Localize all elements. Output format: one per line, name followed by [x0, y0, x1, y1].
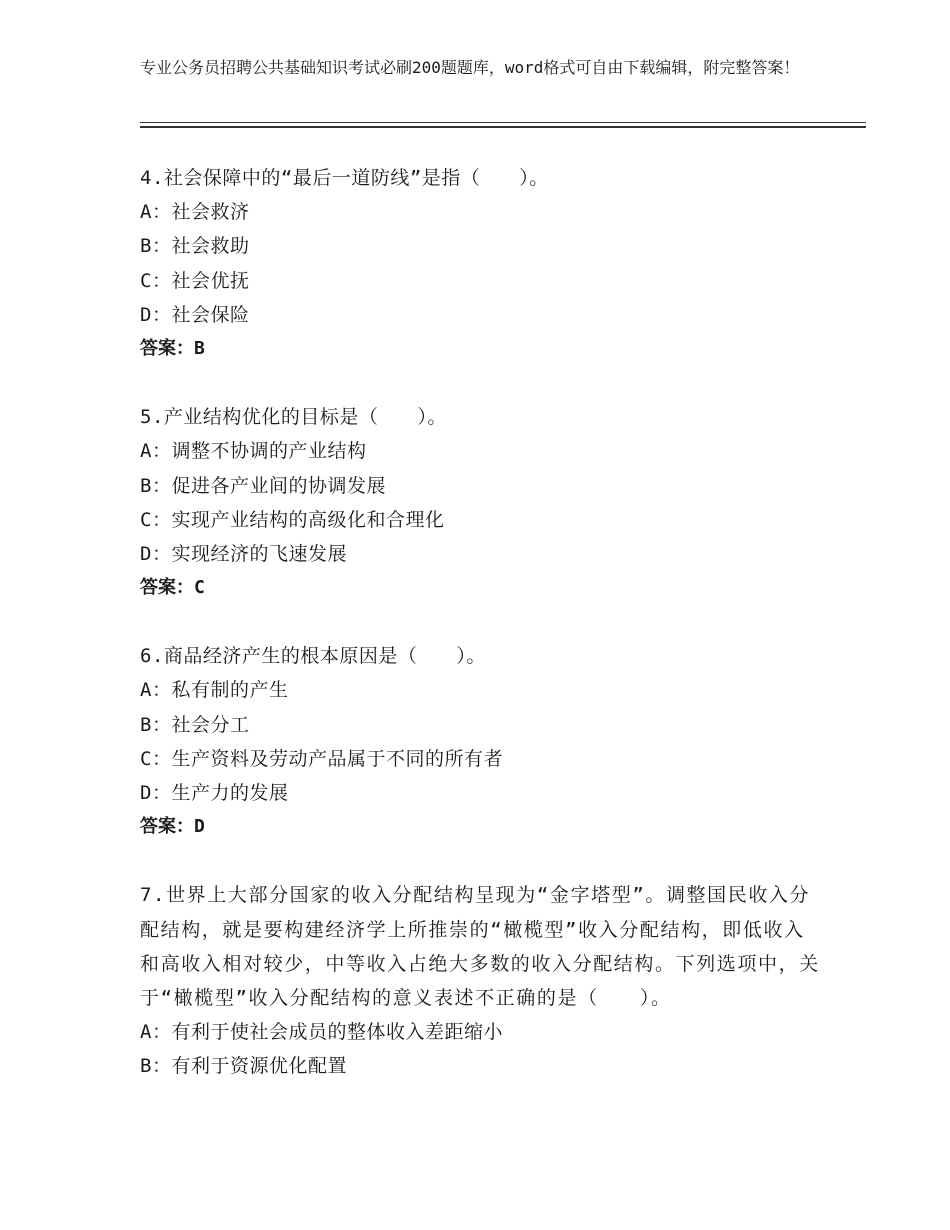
answer-value: C: [194, 577, 205, 599]
question-list: [140, 161, 820, 1118]
question-5: [140, 400, 820, 605]
header-text: 专业公务员招聘公共基础知识考试必刷200题题库，word格式可自由下载编辑，附完整答案！: [140, 58, 800, 77]
option-a: A：私有制的产生: [140, 679, 289, 702]
answer-label: 答案：: [140, 816, 194, 838]
option-d: D：生产力的发展: [140, 782, 289, 804]
option-d: D：社会保险: [140, 303, 250, 326]
header-divider-thick: [140, 126, 866, 128]
option-d: D：实现经济的飞速发展: [140, 542, 347, 565]
option-b: B：有利于资源优化配置: [140, 1055, 347, 1078]
header-divider-thin: [140, 122, 866, 123]
option-a: A：有利于使社会成员的整体收入差距缩小: [140, 1021, 503, 1044]
question-stem: 4.社会保障中的“最后一道防线”是指（ ）。: [140, 167, 549, 189]
answer-value: B: [194, 337, 205, 359]
option-c: C：生产资料及劳动产品属于不同的所有者: [140, 747, 503, 770]
option-a: A：社会救济: [140, 201, 250, 224]
answer-label: 答案：: [140, 577, 194, 599]
answer-line: [140, 810, 820, 844]
question-stem: 7.世界上大部分国家的收入分配结构呈现为“金字塔型”。调整国民收入分配结构，就是要构建经济学上所推崇的“橄榄型”收入分配结构，即低收入和高收入相对较少，中等收入占绝大多数的收入分配结构。下列选项中，关于“橄榄型”收入分配结构的意义表述不正确的是（ ）。: [140, 884, 820, 1009]
answer-line: [140, 571, 820, 605]
option-a: A：调整不协调的产业结构: [140, 440, 367, 463]
option-c: C：社会优抚: [140, 269, 250, 292]
question-stem: 5.产业结构优化的目标是（ ）。: [140, 406, 447, 429]
answer-label: 答案：: [140, 337, 194, 359]
option-b: B：社会救助: [140, 235, 250, 258]
question-4: [140, 161, 820, 366]
option-b: B：社会分工: [140, 713, 250, 736]
question-6: [140, 639, 820, 844]
answer-value: D: [194, 816, 205, 838]
option-b: B：促进各产业间的协调发展: [140, 474, 386, 497]
document-header: [140, 56, 840, 79]
option-c: C：实现产业结构的高级化和合理化: [140, 508, 445, 531]
question-stem: 6.商品经济产生的根本原因是（ ）。: [140, 645, 486, 668]
answer-line: [140, 332, 820, 366]
question-7: [140, 878, 820, 1083]
